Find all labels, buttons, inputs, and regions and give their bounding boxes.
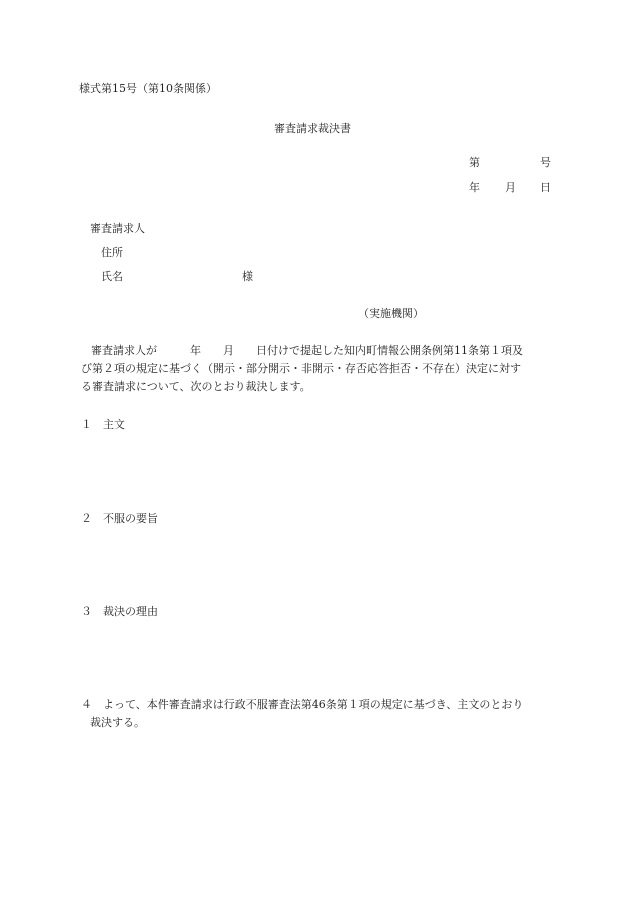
section-1-label: 主文 bbox=[103, 418, 125, 431]
section-3-label: 裁決の理由 bbox=[103, 605, 158, 618]
intro-line-2: び第２項の規定に基づく（開示・部分開示・非開示・存否応答拒否・不存在）決定に対す bbox=[81, 362, 521, 375]
date-day: 日 bbox=[540, 181, 551, 194]
section-2-number: ２ bbox=[81, 512, 92, 525]
section-2-label: 不服の要旨 bbox=[103, 512, 158, 525]
intro-line-1: 審査請求人が 年 月 日付けで提起した知内町情報公開条例第11条第１項及 bbox=[91, 344, 523, 357]
section-3-number: ３ bbox=[81, 605, 92, 618]
document-title: 審査請求裁決書 bbox=[274, 122, 351, 135]
number-suffix: 号 bbox=[540, 156, 551, 169]
intro-line-3: る審査請求について、次のとおり裁決します。 bbox=[81, 380, 311, 393]
honorific: 様 bbox=[242, 270, 253, 283]
requester-heading: 審査請求人 bbox=[90, 222, 145, 235]
section-1-number: １ bbox=[81, 418, 92, 431]
date-year: 年 bbox=[469, 181, 480, 194]
date-month: 月 bbox=[505, 181, 516, 194]
section-4-number: ４ bbox=[81, 698, 92, 711]
address-label: 住所 bbox=[101, 246, 123, 259]
implementing-agency: （実施機関） bbox=[358, 307, 424, 320]
number-prefix: 第 bbox=[469, 156, 480, 169]
form-id: 様式第15号（第10条関係） bbox=[79, 82, 217, 95]
closing-line-1: よって、本件審査請求は行政不服審査法第46条第１項の規定に基づき、主文のとおり bbox=[103, 698, 524, 711]
closing-line-2: 裁決する。 bbox=[90, 716, 145, 729]
name-label: 氏名 bbox=[101, 270, 123, 283]
intro-paragraph bbox=[81, 342, 552, 396]
